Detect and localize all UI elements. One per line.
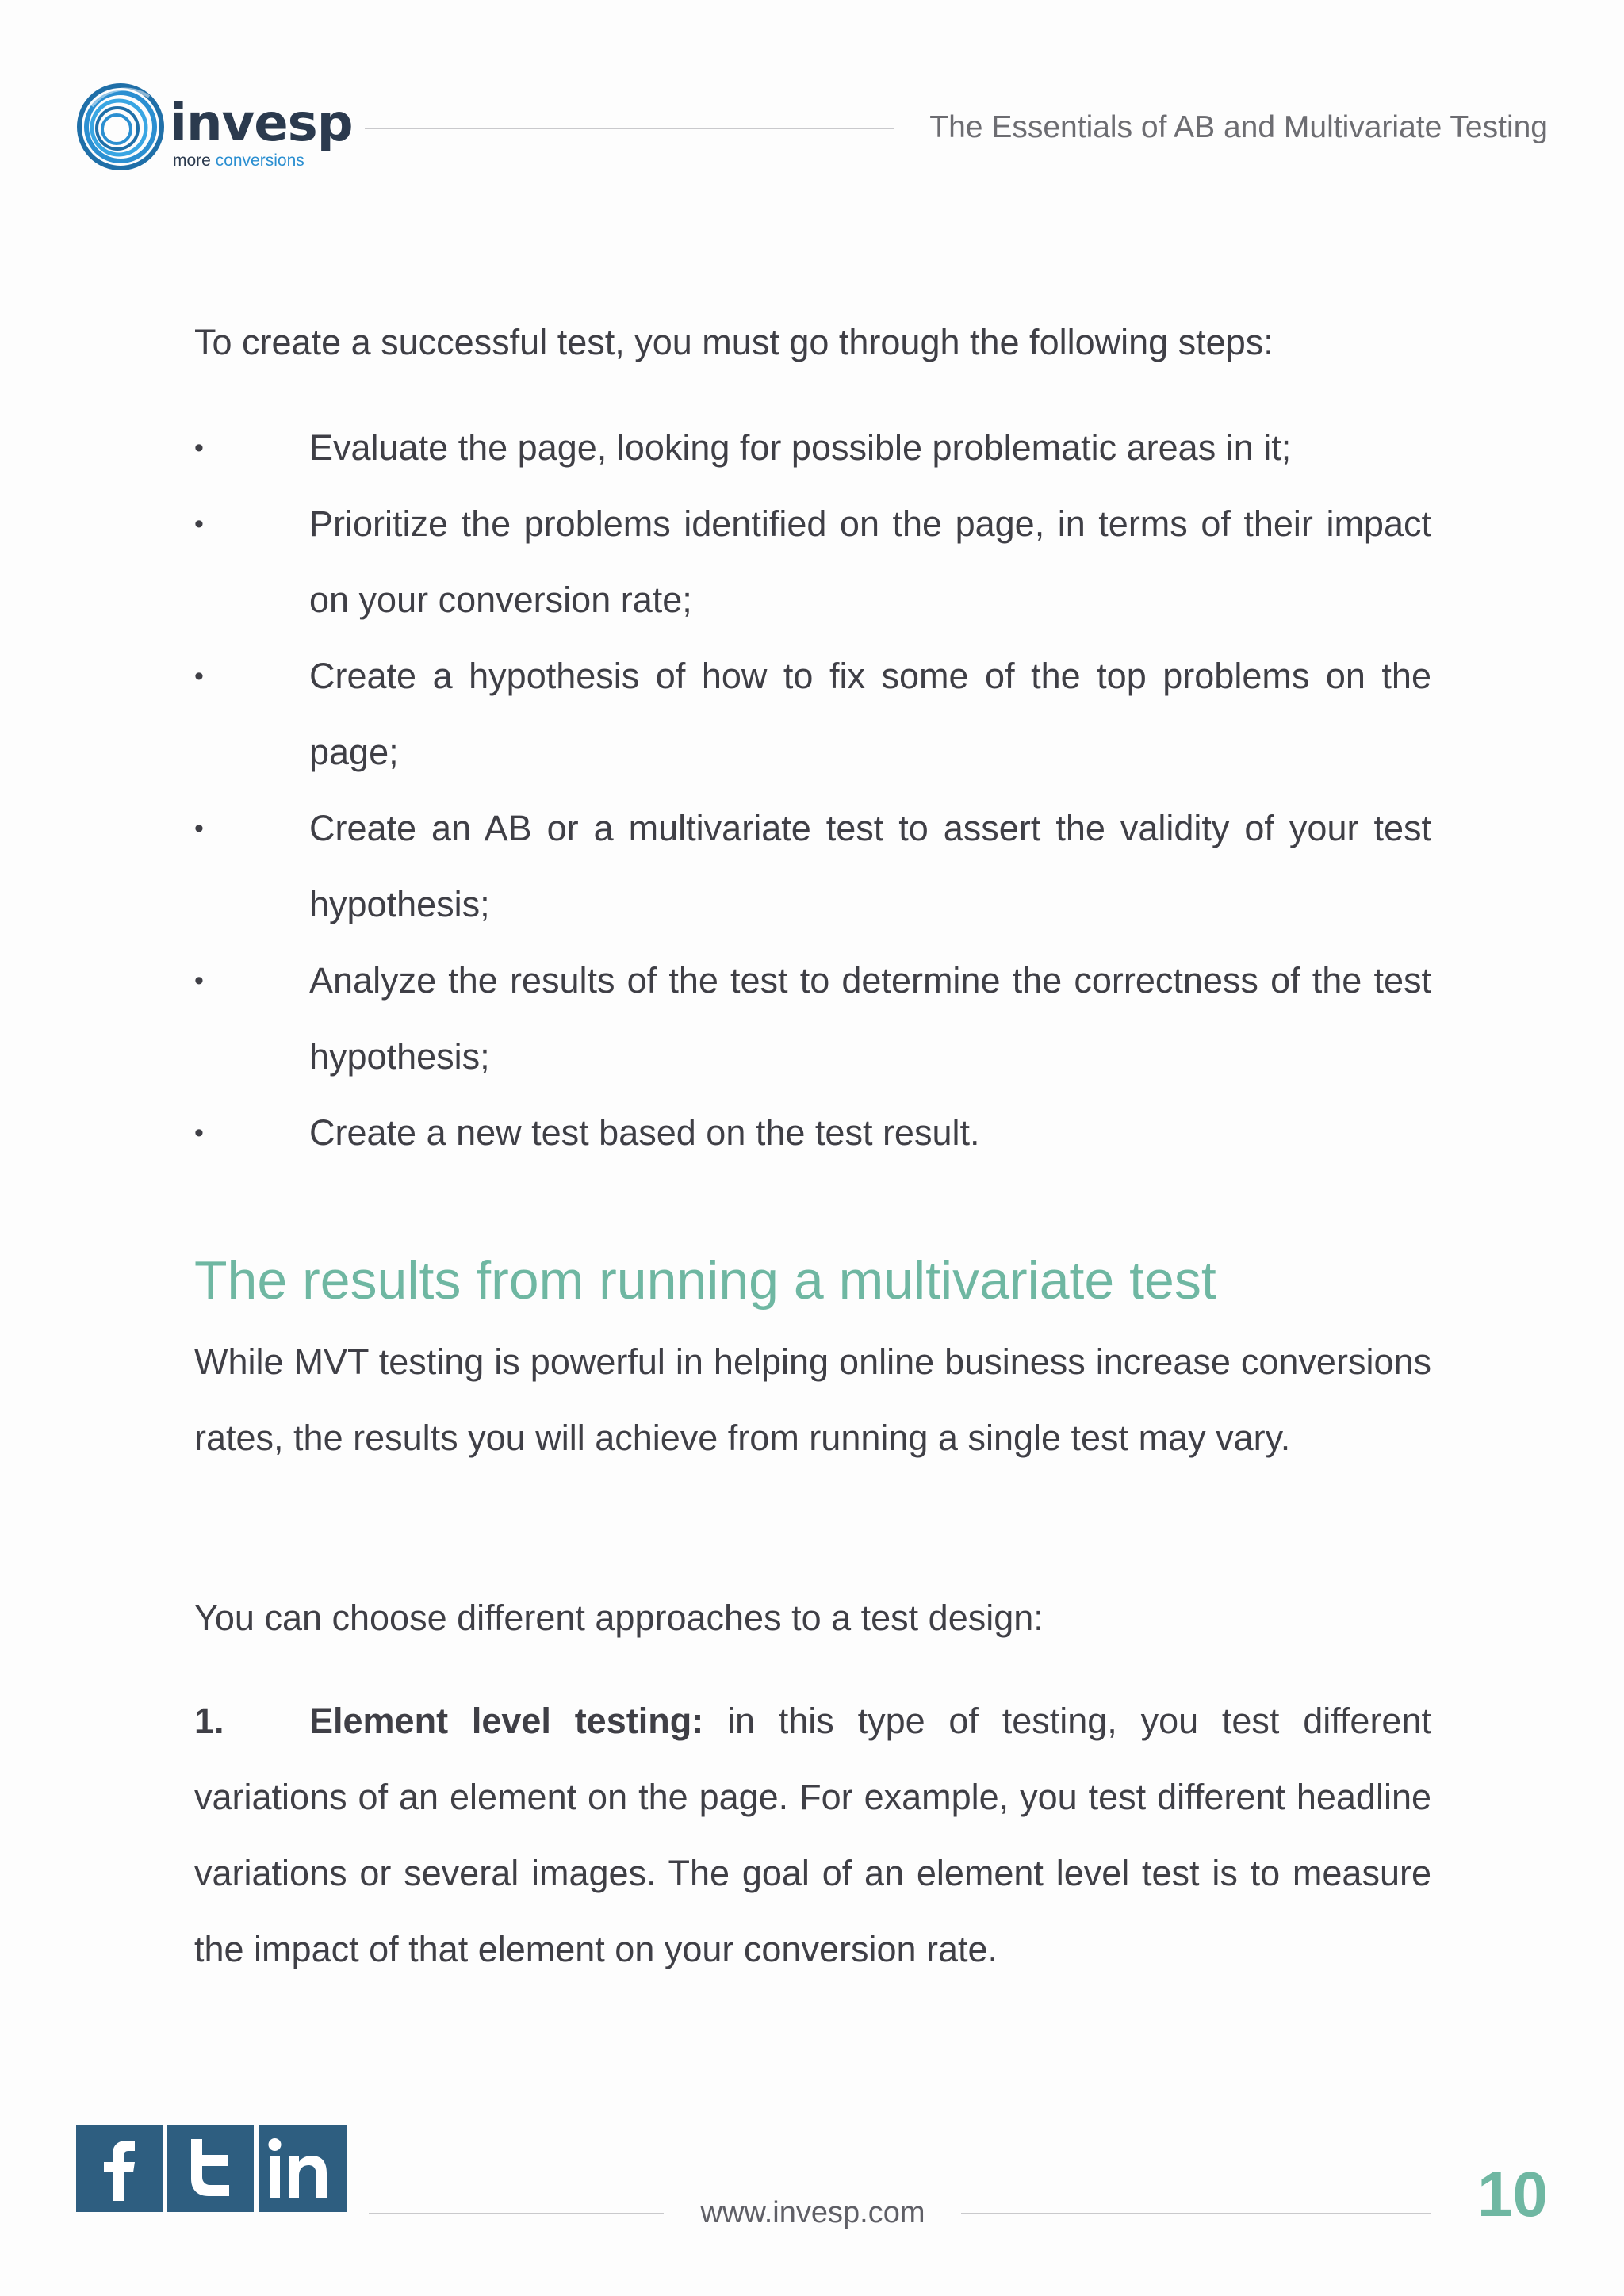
facebook-icon: [76, 2125, 163, 2212]
list-item-text: Create a new test based on the test result.: [309, 1112, 980, 1153]
bullet-glyph: •: [194, 1118, 204, 1148]
bullet-glyph: •: [194, 661, 204, 691]
invesp-logo: [76, 82, 353, 178]
bullet-glyph: •: [194, 509, 204, 539]
facebook-link[interactable]: [76, 2125, 163, 2212]
page-number: 10: [1477, 2159, 1548, 2229]
footer-divider-left: [369, 2213, 664, 2214]
list-item-text: Prioritize the problems identified on the page, in terms of their impact on your conversion rate;: [309, 503, 1431, 620]
bullet-glyph: •: [194, 433, 204, 463]
document-title: The Essentials of AB and Multivariate Testing: [929, 110, 1548, 144]
bullet-glyph: •: [194, 813, 204, 844]
twitter-icon: [167, 2125, 254, 2212]
section-heading: The results from running a multivariate test: [194, 1250, 1216, 1311]
list-item-text: Create an AB or a multivariate test to assert the validity of your test hypothesis;: [309, 808, 1431, 924]
list-item: [194, 410, 1431, 486]
twitter-link[interactable]: [167, 2125, 254, 2212]
list-item: [194, 943, 1431, 1095]
bullet-glyph: •: [194, 966, 204, 996]
element-level-paragraph: [194, 1683, 1431, 1988]
list-item-text: Create a hypothesis of how to fix some of the top problems on the page;: [309, 656, 1431, 772]
list-item-text: Evaluate the page, looking for possible problematic areas in it;: [309, 427, 1292, 468]
approaches-paragraph: You can choose different approaches to a test design:: [194, 1598, 1044, 1638]
footer-divider-right: [961, 2213, 1431, 2214]
intro-paragraph: To create a successful test, you must go through the following steps:: [194, 322, 1274, 362]
item-number: 1.: [194, 1701, 224, 1741]
list-item: [194, 790, 1431, 943]
list-item: [194, 486, 1431, 638]
linkedin-icon: [259, 2125, 347, 2212]
item-text: in this type of testing, you test different variations of an element on the page. For example, you test different headline variations or several images. The goal of an element level test is to measure the impact of that element on your conversion rate.: [194, 1701, 1431, 1969]
invesp-logo-mark-icon: [76, 82, 165, 171]
list-item: [194, 1095, 1431, 1171]
header-divider: [365, 128, 894, 129]
mvt-results-paragraph: While MVT testing is powerful in helping online business increase conversions rates, the results you will achieve from running a single test may vary.: [194, 1341, 1431, 1458]
steps-list: [194, 410, 1431, 1171]
logo-tagline: [173, 152, 304, 170]
list-item-text: Analyze the results of the test to determine the correctness of the test hypothesis;: [309, 960, 1431, 1077]
footer-website-link[interactable]: www.invesp.com: [700, 2196, 925, 2229]
item-term: Element level testing:: [309, 1701, 704, 1741]
logo-tagline-prefix: more: [173, 151, 216, 170]
list-item: [194, 638, 1431, 790]
linkedin-link[interactable]: [259, 2125, 347, 2212]
logo-wordmark: invesp: [170, 94, 353, 153]
logo-tagline-accent: conversions: [215, 151, 304, 170]
